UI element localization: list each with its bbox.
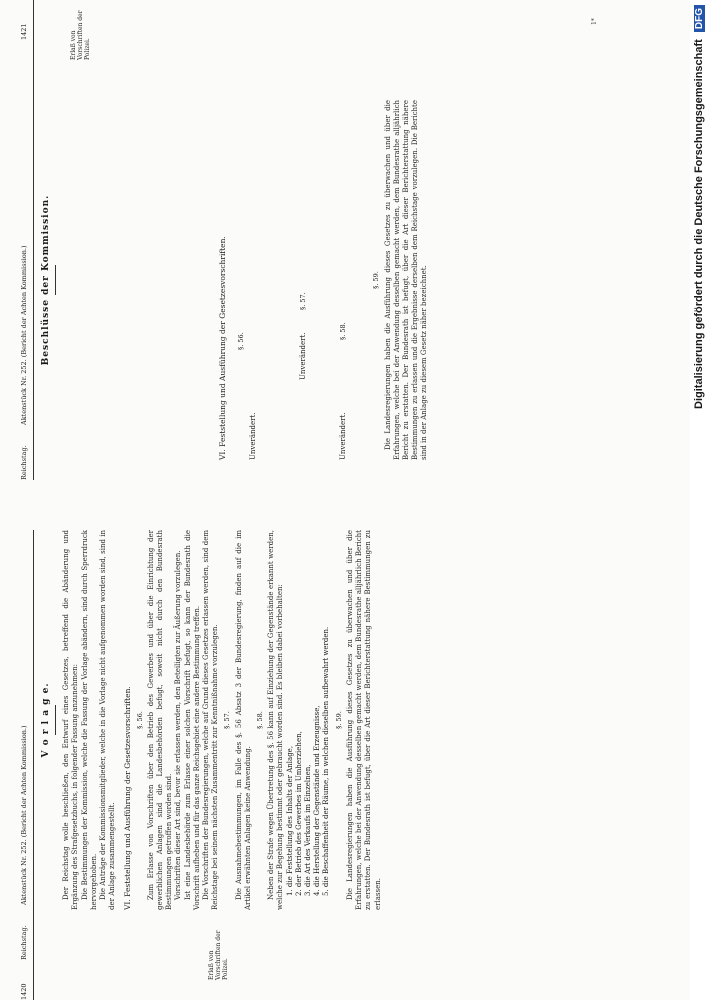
section-text: Zum Erlasse von Vorschriften über den Betrieb des Gewerbes und über die Einrichtung der gewerblichen Anlagen sind die Landesbehörden befugt, soweit nicht durch den Bundesrath Bestimmungen getroffen worden sind. bbox=[146, 530, 174, 910]
dfg-banner-text bbox=[692, 0, 706, 1000]
right-page-body bbox=[42, 100, 430, 460]
section-text: Neben der Strafe wegen Übertretung des §. 56 kann auf Einziehung der Gegenstände erkannt werden, welche zur Begehung bestimmt oder gebraucht worden sind. Es bleiben dabei vorbehalten: bbox=[267, 530, 285, 910]
entry-56 bbox=[229, 100, 289, 460]
entry-label: Unverändert. bbox=[249, 412, 258, 460]
margin-note: Erlaß von Vorschriften der Polizei. bbox=[208, 930, 229, 980]
divider bbox=[55, 265, 56, 295]
entry-label: Unverändert. bbox=[299, 332, 308, 380]
section-title: VI. Feststellung und Ausführung der Gesetzesvorschriften. bbox=[218, 236, 228, 460]
list-item: 4. die Herstellung der Gegenstände und Erzeugnisse, bbox=[313, 705, 322, 896]
right-page-header bbox=[20, 0, 34, 480]
section-text: Die Vorschriften der Bundesregierungen, welche auf Grund dieses Gesetzes erlassen werden, sind dem Reichstage bei seinem nächsten Zusammentritt zur Kenntnißnahme vorzulegen. bbox=[202, 530, 220, 910]
entry-ref: §. 57. bbox=[299, 292, 308, 310]
paragraph-number: §. 56. bbox=[135, 711, 144, 729]
left-page bbox=[20, 530, 690, 1000]
header-left-mark: Reichstag. bbox=[20, 445, 28, 480]
spacer bbox=[62, 100, 212, 460]
entry-57 bbox=[289, 100, 329, 460]
intro-paragraph: Der Reichstag wolle beschließen, den Entwurf eines Gesetzes, betreffend die Abänderung und Ergänzung des Strafgesetzbuchs, in folgender Fassung anzunehmen: bbox=[62, 530, 80, 910]
entry-label: Unverändert. bbox=[339, 412, 348, 460]
page-heading: Beschlüsse der Kommission. bbox=[41, 194, 51, 366]
section-title: VI. Feststellung und Ausführung der Gesetzesvorschriften. bbox=[123, 686, 133, 910]
list-item: 3. die Art des Verkaufs im Einzelnen, bbox=[304, 764, 313, 896]
section-text: Die Landesregierungen haben die Ausführung dieses Gesetzes zu überwachen und über die Erfahrungen, welche bei der Anwendung desselben gemacht werden, dem Bundesrathe alljährlich Bericht zu erstatten. Der Bundesrath ist befugt, über die Art dieser Berichterstattung nähere Bestimmungen zu erlassen. bbox=[345, 530, 382, 910]
section-text: Vorschriften dieser Art sind, bevor sie erlassen werden, den Beteiligten zur Äußerung vorzulegen. bbox=[174, 550, 183, 900]
paragraph-number: §. 58. bbox=[256, 711, 265, 729]
right-page bbox=[20, 0, 690, 480]
page-number: 1421 bbox=[20, 23, 28, 40]
entry-58 bbox=[329, 100, 369, 460]
paragraph-number: §. 59. bbox=[334, 711, 343, 729]
section-text: Ist eine Landesbehörde zum Erlasse einer solchen Vorschrift befugt, so kann der Bundesrath die Vorschrift aufheben und für das ganze Reichsgebiet eine andere Bestimmung treffen. bbox=[183, 530, 201, 910]
page-number: 1420 bbox=[20, 983, 28, 1000]
margin-note: Erlaß von Vorschriften der Polizei. bbox=[70, 10, 91, 60]
page-heading: V o r l a g e. bbox=[41, 682, 51, 758]
section-text: Die Ausnahmebestimmungen, im Falle des §. 56 Absatz 3 der Bundesregierung, finden auf die im Artikel erwähnten Anlagen keine Anwendung. bbox=[234, 530, 252, 910]
section-text: Die Landesregierungen haben die Ausführung dieses Gesetzes zu überwachen und über die Erfahrungen, welche bei der Anwendung desselben gemacht werden, dem Bundesrathe alljährlich Bericht zu erstatten. Der Bundesrath ist befugt, über die Art dieser Berichterstattung nähere Bestimmungen zu erlassen und die Ergebnisse derselben dem Reichstage vorzulegen. Die Berichte sind in der Anlage zu diesem Gesetz näher bezeichnet. bbox=[383, 100, 429, 460]
header-rule bbox=[33, 530, 34, 1000]
entry-ref: §. 58. bbox=[339, 322, 348, 340]
header-left-mark: Reichstag. bbox=[20, 925, 28, 960]
dfg-banner bbox=[690, 0, 707, 1000]
list-item: 1. die Feststellung des Inhalts der Anlage, bbox=[285, 745, 294, 896]
intro-paragraph: Die Anträge der Kommissionsmitglieder, welche in die Vorlage nicht aufgenommen worden sind, sind in der Anlage zusammengestellt. bbox=[99, 530, 117, 910]
divider bbox=[55, 705, 56, 735]
left-page-header bbox=[20, 530, 34, 1000]
entry-ref: §. 56. bbox=[237, 332, 246, 350]
list-item: 2. der Betrieb des Gewerbes im Umherziehen, bbox=[294, 731, 303, 896]
intro-paragraph: Die Bestimmungen der Kommission, welche die Fassung der Vorlage abändern, sind durch Sperrdruck hervorgehoben. bbox=[80, 530, 98, 910]
paragraph-number: §. 59. bbox=[372, 271, 381, 289]
left-page-body bbox=[42, 530, 383, 910]
corner-mark: 1* bbox=[591, 18, 598, 25]
paragraph-number: §. 57. bbox=[223, 711, 232, 729]
banner-text: Digitalisierung gefördert durch die Deutsche Forschungsgemeinschaft bbox=[693, 39, 705, 409]
header-rule bbox=[33, 0, 34, 480]
header-title: Aktenstück Nr. 252. (Bericht der Achten Kommission.) bbox=[20, 725, 28, 905]
list-item: 5. die Beschaffenheit der Räume, in welchen dieselben aufbewahrt werden. bbox=[322, 626, 331, 896]
header-title: Aktenstück Nr. 252. (Bericht der Achten Kommission.) bbox=[20, 245, 28, 425]
dfg-logo: DFG bbox=[694, 5, 705, 32]
